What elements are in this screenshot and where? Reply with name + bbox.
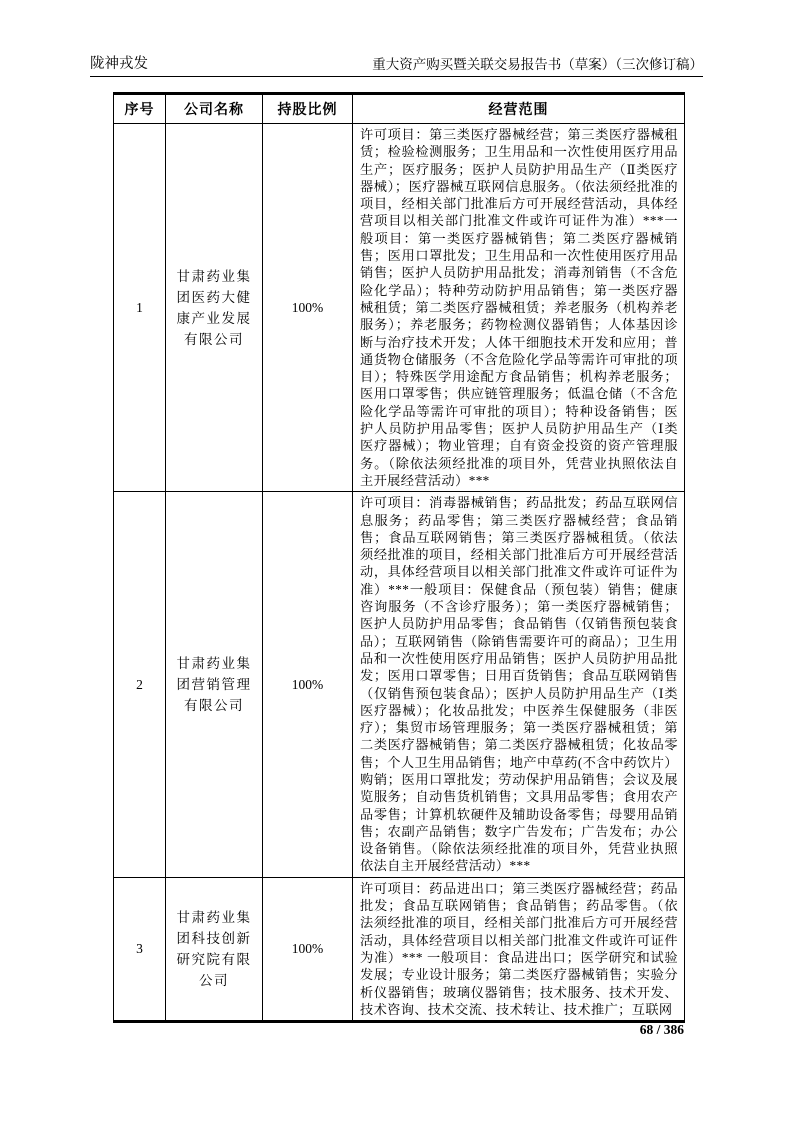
column-header-no: 序号 [114, 94, 166, 124]
header-left-title: 陇神戎发 [90, 56, 148, 72]
table-row [114, 492, 685, 878]
company-name: 甘肃药业集团医药大健康产业发展有限公司 [166, 124, 263, 492]
column-header-ratio: 持股比例 [263, 94, 353, 124]
business-scope: 许可项目：第三类医疗器械经营；第三类医疗器械租赁；检验检测服务；卫生用品和一次性使用医疗用品生产；医疗服务；医护人员防护用品生产（Ⅱ类医疗器械）；医疗器械互联网信息服务。（依法须经批准的项目，经相关部门批准后方可开展经营活动，具体经营项目以相关部门批准文件或许可证件为准）***一般项目：第一类医疗器械销售；第二类医疗器械销售；医用口罩批发；卫生用品和一次性使用医疗用品销售；医护人员防护用品批发；消毒剂销售（不含危险化学品）；特种劳动防护用品销售；第一类医疗器械租赁；第二类医疗器械租赁；养老服务（机构养老服务）；养老服务；药物检测仪器销售；人体基因诊断与治疗技术开发；人体干细胞技术开发和应用；普通货物仓储服务（不含危险化学品等需许可审批的项目）；特殊医学用途配方食品销售；机构养老服务；医用口罩零售；供应链管理服务；低温仓储（不含危险化学品等需许可审批的项目）；特种设备销售；医护人员防护用品零售；医护人员防护用品生产（Ⅰ类医疗器械）；物业管理；自有资金投资的资产管理服务。（除依法须经批准的项目外，凭营业执照依法自主开展经营活动）*** [353, 124, 685, 492]
row-number: 1 [114, 124, 166, 492]
header-right-title: 重大资产购买暨关联交易报告书（草案）（三次修订稿） [372, 57, 703, 72]
shareholding-ratio: 100% [263, 492, 353, 878]
business-scope: 许可项目：药品进出口；第三类医疗器械经营；药品批发；食品互联网销售；食品销售；药品零售。（依法须经批准的项目，经相关部门批准后方可开展经营活动，具体经营项目以相关部门批准文件或许可证件为准）*** 一般项目：食品进出口；医学研究和试验发展；专业设计服务；第二类医疗器械销售；实验分析仪器销售；玻璃仪器销售；技术服务、技术开发、技术咨询、技术交流、技术转让、技术推广；互联网 [353, 877, 685, 1021]
row-number: 2 [114, 492, 166, 878]
company-name: 甘肃药业集团科技创新研究院有限公司 [166, 877, 263, 1021]
page-number: 68 / 386 [639, 1022, 684, 1037]
company-name: 甘肃药业集团营销管理有限公司 [166, 492, 263, 878]
table-header-row [114, 94, 685, 124]
page-header [90, 52, 703, 77]
column-header-company: 公司名称 [166, 94, 263, 124]
column-header-scope: 经营范围 [353, 94, 685, 124]
subsidiaries-table [113, 92, 685, 1023]
row-number: 3 [114, 877, 166, 1021]
shareholding-ratio: 100% [263, 124, 353, 492]
shareholding-ratio: 100% [263, 877, 353, 1021]
table-row [114, 124, 685, 492]
table-row [114, 877, 685, 1021]
business-scope: 许可项目：消毒器械销售；药品批发；药品互联网信息服务；药品零售；第三类医疗器械经营；食品销售；食品互联网销售；第三类医疗器械租赁。（依法须经批准的项目，经相关部门批准后方可开展经营活动，具体经营项目以相关部门批准文件或许可证件为准）***一般项目：保健食品（预包装）销售；健康咨询服务（不含诊疗服务）；第一类医疗器械销售；医护人员防护用品零售；食品销售（仅销售预包装食品）；互联网销售（除销售需要许可的商品）；卫生用品和一次性使用医疗用品销售；医护人员防护用品批发；医用口罩零售；日用百货销售；食品互联网销售（仅销售预包装食品）；医护人员防护用品生产（Ⅰ类医疗器械）；化妆品批发；中医养生保健服务（非医疗）；集贸市场管理服务；第一类医疗器械租赁；第二类医疗器械销售；第二类医疗器械租赁；化妆品零售；个人卫生用品销售；地产中草药(不含中药饮片）购销；医用口罩批发；劳动保护用品销售；会议及展览服务；自动售货机销售；文具用品零售；食用农产品零售；计算机软硬件及辅助设备零售；母婴用品销售；农副产品销售；数字广告发布；广告发布；办公设备销售。（除依法须经批准的项目外，凭营业执照依法自主开展经营活动）*** [353, 492, 685, 878]
